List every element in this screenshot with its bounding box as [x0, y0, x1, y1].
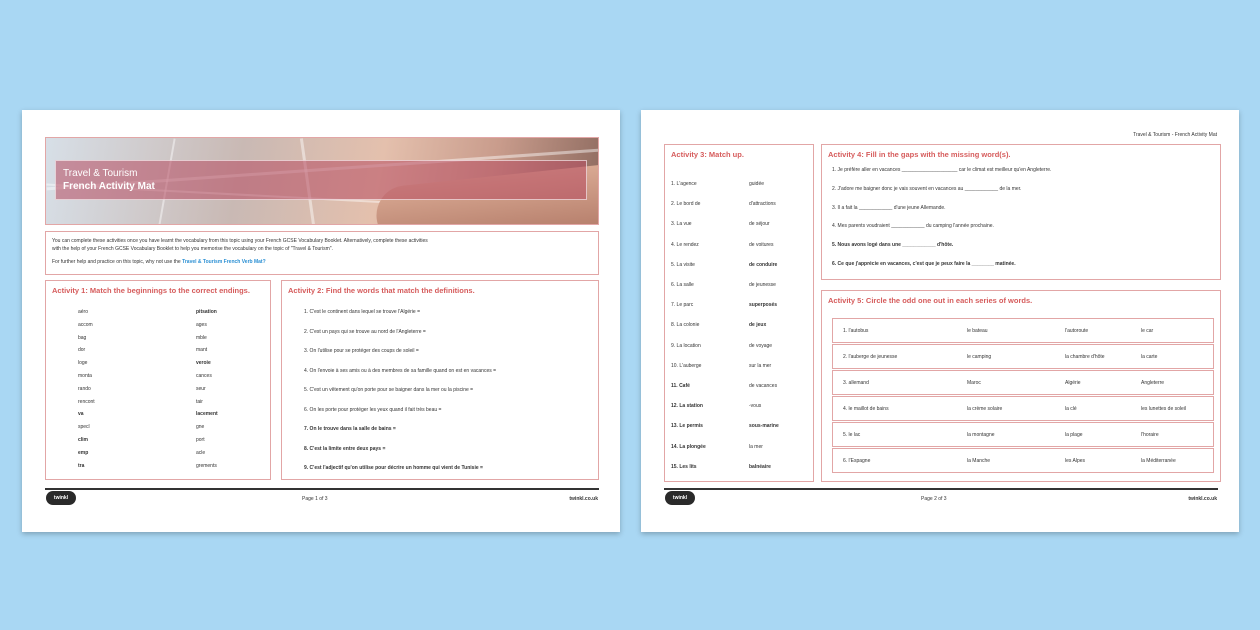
match-ending: port [196, 437, 205, 443]
match-left: 6. La salle [671, 282, 694, 288]
intro-text-2: with the help of your French GCSE Vocabulary Booklet to help you memorise the vocabulary on the topic of "Travel & Tourism". [52, 246, 333, 252]
match-right: d'attractions [749, 201, 776, 208]
page-number: Page 1 of 3 [302, 496, 328, 502]
definition-item: 7. On le trouve dans la salle de bains = [304, 426, 396, 432]
match-ending: veroie [196, 360, 211, 367]
definition-item: 8. C'est la limite entre deux pays = [304, 445, 386, 452]
activity-4-title: Activity 4: Fill in the gaps with the missing word(s). [828, 150, 1011, 159]
match-left: 3. La vue [671, 221, 692, 228]
table-cell[interactable]: 3. allemand [843, 380, 869, 386]
twinkl-logo: twinkl [665, 491, 695, 505]
match-left: 5. La visite [671, 261, 695, 268]
match-beginning: rencont [78, 398, 95, 405]
table-row [832, 422, 1214, 447]
table-cell[interactable]: Maroc [967, 380, 981, 386]
running-title: Travel & Tourism - French Activity Mat [1133, 132, 1217, 138]
match-beginning: accom [78, 321, 93, 328]
intro-box [45, 231, 599, 275]
table-cell[interactable]: Angleterre [1141, 380, 1165, 386]
table-cell[interactable]: l'horaire [1141, 432, 1159, 438]
table-row [832, 396, 1214, 421]
table-cell[interactable]: le bateau [967, 328, 988, 334]
footer-rule [45, 488, 599, 490]
match-ending: cances [196, 373, 212, 379]
banner-title: Travel & Tourism [63, 168, 138, 179]
worksheet-page-2 [641, 110, 1239, 532]
definition-item: 9. C'est l'adjectif qu'on utilise pour décrire un homme qui vient de Tunisie = [304, 465, 483, 471]
match-right: guidée [749, 181, 765, 187]
definition-item: 2. C'est un pays qui se trouve au nord de l'Angleterre = [304, 328, 426, 335]
match-left: 13. Le permis [671, 423, 703, 430]
table-cell[interactable]: 5. le lac [843, 432, 861, 438]
activity-3-title: Activity 3: Match up. [671, 150, 744, 159]
match-left: 4. Le rendez [671, 241, 699, 248]
match-ending: mant [196, 347, 208, 354]
match-beginning: monta [78, 373, 92, 379]
table-row [832, 370, 1214, 395]
activity-1-box [45, 280, 271, 480]
match-beginning: emp [78, 449, 89, 456]
match-ending: pitsation [196, 309, 217, 315]
table-cell[interactable]: le camping [967, 354, 992, 360]
match-ending: acle [196, 449, 206, 456]
table-row [832, 448, 1214, 473]
banner-title-band [55, 160, 587, 200]
definition-item: 5. C'est un vêtement qu'on porte pour se baigner dans la mer ou la piscine = [304, 387, 474, 393]
definition-item: 1. C'est le continent dans lequel se trouve l'Algérie = [304, 309, 421, 315]
definition-item: 3. On l'utilise pour se protéger des coups de soleil = [304, 348, 419, 354]
match-left: 10. L'auberge [671, 362, 702, 369]
match-ending: ages [196, 321, 207, 328]
footer-url: twinkl.co.uk [569, 496, 598, 502]
gap-fill-item: 4. Mes parents voudraient ____________ du camping l'année prochaine. [832, 223, 994, 230]
table-cell[interactable]: l'autoroute [1065, 328, 1089, 334]
match-ending: gne [196, 424, 205, 431]
table-row [832, 318, 1214, 343]
match-right: -vous [749, 403, 762, 410]
twinkl-logo: twinkl [46, 491, 76, 505]
definition-item: 4. On l'envoie à ses amis ou à des membres de sa famille quand on est en vacances = [304, 367, 497, 374]
match-right: balnéaire [749, 463, 771, 470]
activity-3-box [664, 144, 814, 482]
activity-4-box [821, 144, 1221, 280]
table-cell[interactable]: la Méditerranée [1141, 458, 1176, 464]
definition-item: 6. On les porte pour protéger les yeux quand il fait très beau = [304, 406, 442, 413]
table-cell[interactable]: la plage [1065, 432, 1083, 438]
match-right: de conduire [749, 261, 778, 268]
activity-1-title: Activity 1: Match the beginnings to the correct endings. [52, 286, 250, 295]
footer-rule [664, 488, 1218, 490]
header-banner [45, 137, 599, 225]
match-right: la mer [749, 443, 763, 450]
verb-mat-link[interactable]: Travel & Tourism French Verb Mat? [182, 259, 266, 265]
match-right: de vacances [749, 383, 778, 389]
table-cell[interactable]: 6. l'Espagne [843, 458, 871, 464]
table-cell[interactable]: la Manche [967, 458, 991, 464]
match-beginning: clim [78, 437, 89, 443]
match-right: de jeunesse [749, 282, 776, 288]
table-cell[interactable]: la montagne [967, 432, 995, 438]
worksheet-page-1 [22, 110, 620, 532]
match-beginning: dor [78, 347, 86, 354]
activity-2-box [281, 280, 599, 480]
match-left: 15. Les lits [671, 463, 697, 470]
gap-fill-item: 2. J'adore me baigner donc je vais souvent en vacances au ____________ de la mer. [832, 185, 1022, 192]
activity-5-box [821, 290, 1221, 482]
match-ending: mble [196, 334, 207, 341]
activity-5-title: Activity 5: Circle the odd one out in each series of words. [828, 296, 1033, 305]
match-right: de jeux [749, 322, 767, 329]
intro-text-1: You can complete these activities once you have learnt the vocabulary from this topic using your French GCSE Vocabulary Booklet. Alternatively, complete these activities [52, 238, 428, 244]
match-beginning: aéro [78, 309, 89, 315]
intro-text-3 [52, 259, 266, 265]
match-beginning: tra [78, 462, 85, 469]
table-cell[interactable]: la clé [1065, 406, 1077, 412]
match-right: superposés [749, 302, 778, 309]
match-left: 1. L'agence [671, 181, 697, 187]
match-right: sur la mer [749, 362, 772, 369]
match-left: 11. Café [671, 383, 690, 389]
activity-2-title: Activity 2: Find the words that match the definitions. [288, 286, 475, 295]
banner-subtitle: French Activity Mat [63, 181, 155, 192]
gap-fill-item: 3. Il a fait la ____________ d'une jeune Allemande. [832, 204, 946, 211]
match-ending: tair [196, 398, 203, 405]
table-cell[interactable]: la crème solaire [967, 406, 1003, 412]
table-cell[interactable]: 2. l'auberge de jeunesse [843, 354, 898, 360]
table-cell[interactable]: les Alpes [1065, 458, 1086, 464]
match-ending: seur [196, 385, 206, 392]
table-cell[interactable]: 4. le maillot de bains [843, 406, 889, 412]
match-beginning: specl [78, 424, 90, 431]
match-left: 14. La plongée [671, 443, 706, 450]
table-row [832, 344, 1214, 369]
gap-fill-item: 6. Ce que j'apprécie en vacances, c'est que je peux faire la ________ matinée. [832, 261, 1016, 267]
table-cell[interactable]: la carte [1141, 354, 1158, 360]
page-number: Page 2 of 3 [921, 496, 947, 502]
table-cell[interactable]: les lunettes de soleil [1141, 406, 1187, 412]
match-left: 8. La colonie [671, 322, 700, 329]
match-beginning: rando [78, 385, 91, 392]
table-cell[interactable]: 1. l'autobus [843, 328, 869, 334]
match-ending: lacement [196, 411, 218, 418]
match-right: de voitures [749, 241, 774, 248]
intro-text-3-label: For further help and practice on this topic, why not use the [52, 259, 181, 265]
match-beginning: va [78, 411, 84, 418]
table-cell[interactable]: la chambre d'hôte [1065, 354, 1105, 360]
match-ending: grements [196, 462, 217, 469]
match-right: sous-marine [749, 423, 779, 430]
table-cell[interactable]: Algérie [1065, 380, 1081, 386]
table-cell[interactable]: le car [1141, 328, 1154, 334]
match-left: 2. Le bord de [671, 201, 701, 208]
match-right: de voyage [749, 342, 773, 349]
match-beginning: loge [78, 360, 88, 367]
match-beginning: bag [78, 334, 87, 341]
match-right: de séjour [749, 221, 770, 228]
match-left: 9. La location [671, 342, 701, 349]
match-left: 12. La station [671, 403, 703, 410]
match-left: 7. Le parc [671, 302, 694, 309]
gap-fill-item: 1. Je préfère aller en vacances ____________________ car le climat est meilleur qu'en Angleterre. [832, 167, 1052, 173]
gap-fill-item: 5. Nous avons logé dans une ____________ d'hôte. [832, 242, 954, 249]
footer-url: twinkl.co.uk [1188, 496, 1217, 502]
